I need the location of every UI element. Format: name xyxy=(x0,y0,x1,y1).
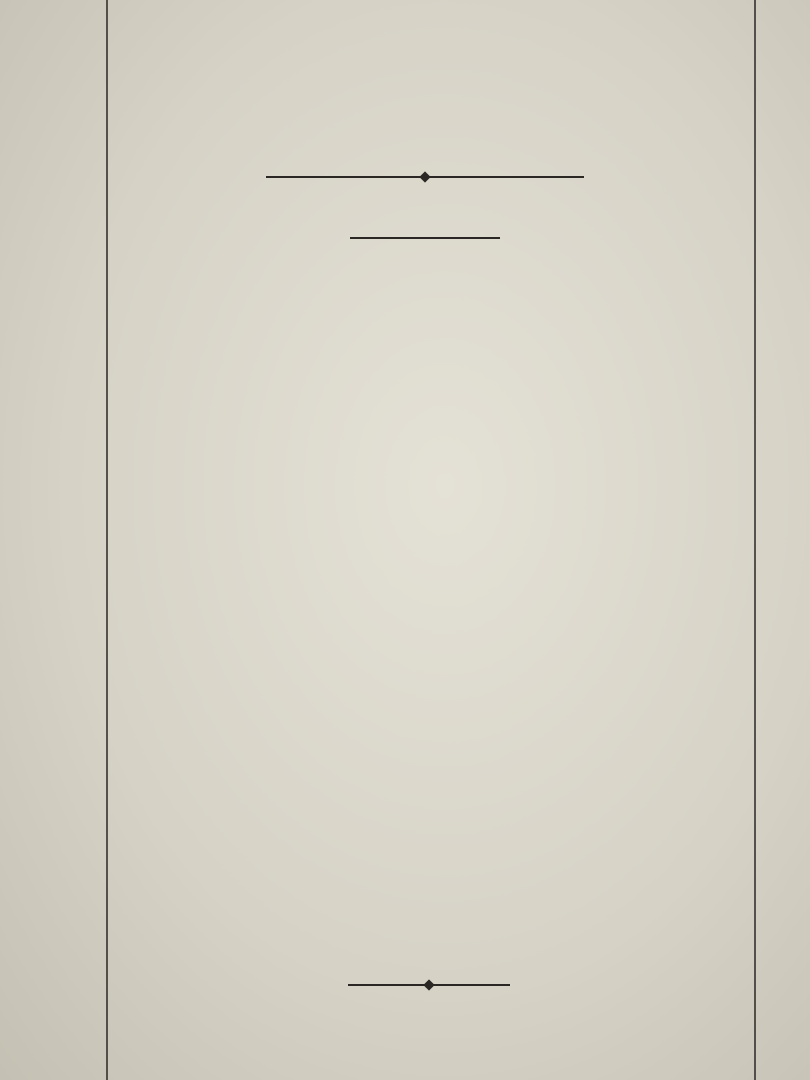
section-ornament-rule xyxy=(266,176,584,178)
column-rule-left xyxy=(106,0,108,1080)
main-column xyxy=(116,0,750,1080)
left-column xyxy=(0,0,106,1080)
headline-rule xyxy=(350,237,500,239)
right-column xyxy=(756,0,810,1080)
article-end-ornament xyxy=(348,984,510,986)
